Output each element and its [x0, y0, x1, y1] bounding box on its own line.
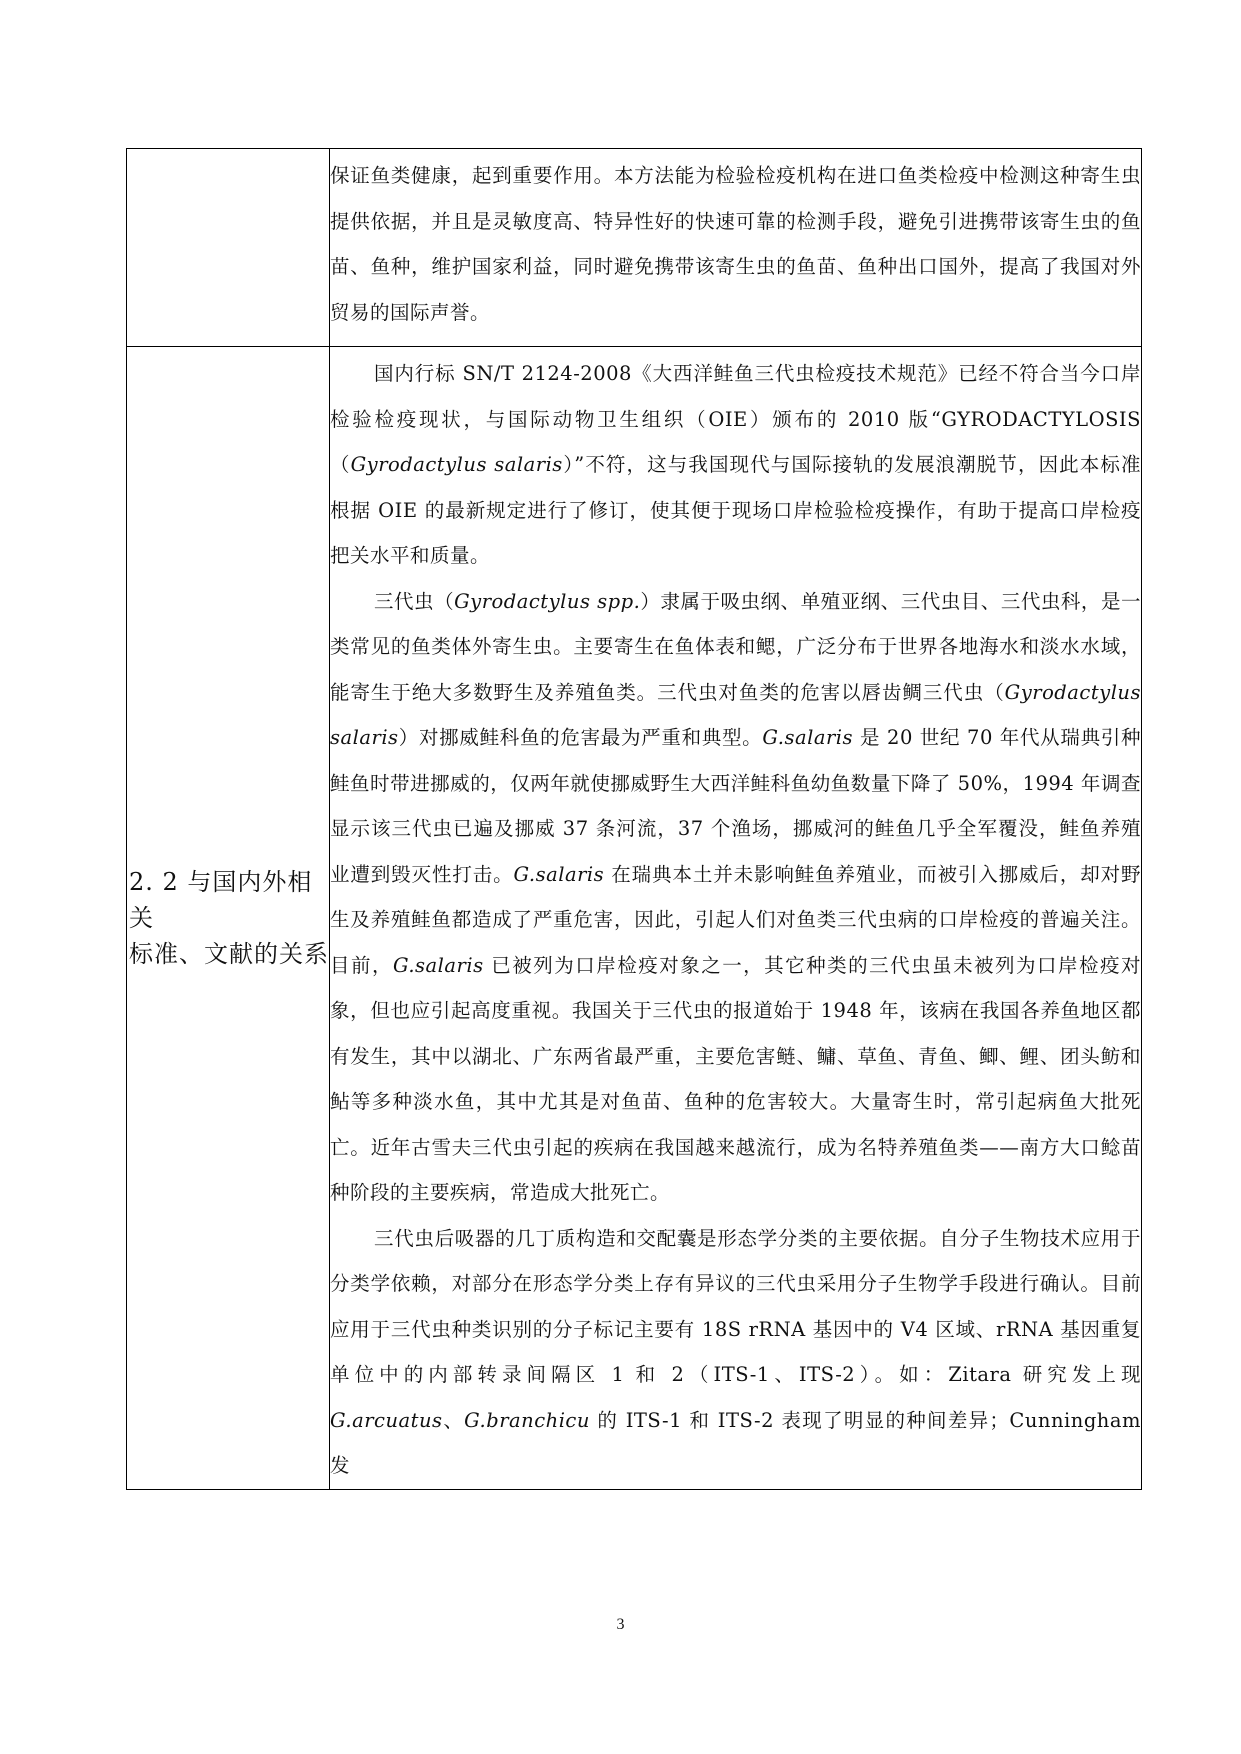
table-row: [127, 149, 1142, 347]
species-name: G.salaris: [762, 726, 854, 749]
paragraph: [330, 1216, 1141, 1489]
species-name: G.salaris: [513, 862, 605, 886]
text-run: ）隶属于吸虫纲、单殖亚纲、三代虫目、三代虫科，是一类常见的鱼类体外寄生虫。主要寄生在鱼体表和鳃，广泛分布于世界各地海水和淡水水域，能寄生于绝大多数野生及养殖鱼类。三代虫对鱼类的危害以唇齿鲷三代虫（: [330, 589, 1141, 704]
text-run: 在瑞典本土并未影响鲑鱼养殖业，而被引入挪威后，却对野生及养殖鲑鱼都造成了严重危害，因此，引起人们对鱼类三代虫病的口岸检疫的普遍关注。目前，: [330, 862, 1141, 977]
text-run: 已被列为口岸检疫对象之一，其它种类的三代虫虽未被列为口岸检疫对象，但也应引起高度重视。我国关于三代虫的报道始于 1948 年，该病在我国各养鱼地区都有发生，其中以湖北、广东两省最严重，主要危害鲢、鳙、草鱼、青鱼、鲫、鲤、团头鲂和鲇等多种淡水鱼，其中尤其是对鱼苗、鱼种的危害较大。大量寄生时，常引起病鱼大批死亡。近年古雪夫三代虫引起的疾病在我国越来越流行，成为名特养殖鱼类——南方大口鲶苗种阶段的主要疾病，常造成大批死亡。: [330, 953, 1141, 1204]
text-run: ）”不符，这与我国现代与国际接轨的发展浪潮脱节，因此本标准根据 OIE 的最新规定进行了修订，使其便于现场口岸检验检疫操作，有助于提高口岸检疫把关水平和质量。: [330, 453, 1141, 567]
text-run: 的 ITS-1 和 ITS-2 表现了明显的种间差异；Cunningham 发: [330, 1408, 1141, 1477]
row-label-cell: [127, 149, 330, 347]
paragraph: 保证鱼类健康，起到重要作用。本方法能为检验检疫机构在进口鱼类检疫中检测这种寄生虫提供依据，并且是灵敏度高、特异性好的快速可靠的检测手段，避免引进携带该寄生虫的鱼苗、鱼种，维护国家利益，同时避免携带该寄生虫的鱼苗、鱼种出口国外，提高了我国对外贸易的国际声誉。: [330, 164, 1141, 324]
species-name: G.branchicu: [464, 1408, 590, 1432]
paragraph: [330, 579, 1141, 1216]
text-run: ）对挪威鲑科鱼的危害最为严重和典型。: [398, 726, 763, 749]
text-run: 国内行标 SN/T 2124-2008《大西洋鲑鱼三代虫检疫技术规范》已经不符合当今口岸检验检疫现状，与国际动物卫生组织（OIE）颁布的 2010 版“GYRODACTYLOSIS（: [330, 362, 1141, 476]
row-body-cell: [330, 347, 1142, 1490]
species-name: Gyrodactylus spp.: [454, 589, 641, 613]
row-label: [127, 864, 329, 972]
row-label-cell: [127, 347, 330, 1490]
content-table: [126, 148, 1142, 1490]
row-label-line: 2. 2 与国内外相关: [129, 867, 313, 932]
species-name: G.arcuatus: [330, 1408, 443, 1432]
species-name: Gyrodactylus salaris: [330, 680, 1141, 749]
page-number: 3: [616, 1616, 625, 1633]
text-run: 三代虫后吸器的几丁质构造和交配囊是形态学分类的主要依据。自分子生物技术应用于分类学依赖，对部分在形态学分类上存有异议的三代虫采用分子生物学手段进行确认。目前应用于三代虫种类识别的分子标记主要有 18S rRNA 基因中的 V4 区域、rRNA 基因重复单位中的内部转录间隔区 1 和 2（ITS-1、ITS-2）。如：Zitara 研究发上现: [330, 1226, 1141, 1386]
paragraph: [330, 351, 1141, 579]
species-name: Gyrodactylus salaris: [350, 453, 563, 476]
text-run: 三代虫（: [374, 589, 455, 613]
table-row: [127, 347, 1142, 1490]
text-run: 、: [442, 1408, 465, 1432]
species-name: G.salaris: [392, 953, 484, 977]
text-run: 是 20 世纪 70 年代从瑞典引种鲑鱼时带进挪威的，仅两年就使挪威野生大西洋鲑科鱼幼鱼数量下降了 50%，1994 年调查显示该三代虫已遍及挪威 37 条河流，37 个渔场，挪威河的鲑鱼几乎全军覆没，鲑鱼养殖业遭到毁灭性打击。: [330, 726, 1141, 886]
row-label-line: 标准、文献的关系: [129, 939, 329, 968]
row-body-cell: [330, 149, 1142, 347]
